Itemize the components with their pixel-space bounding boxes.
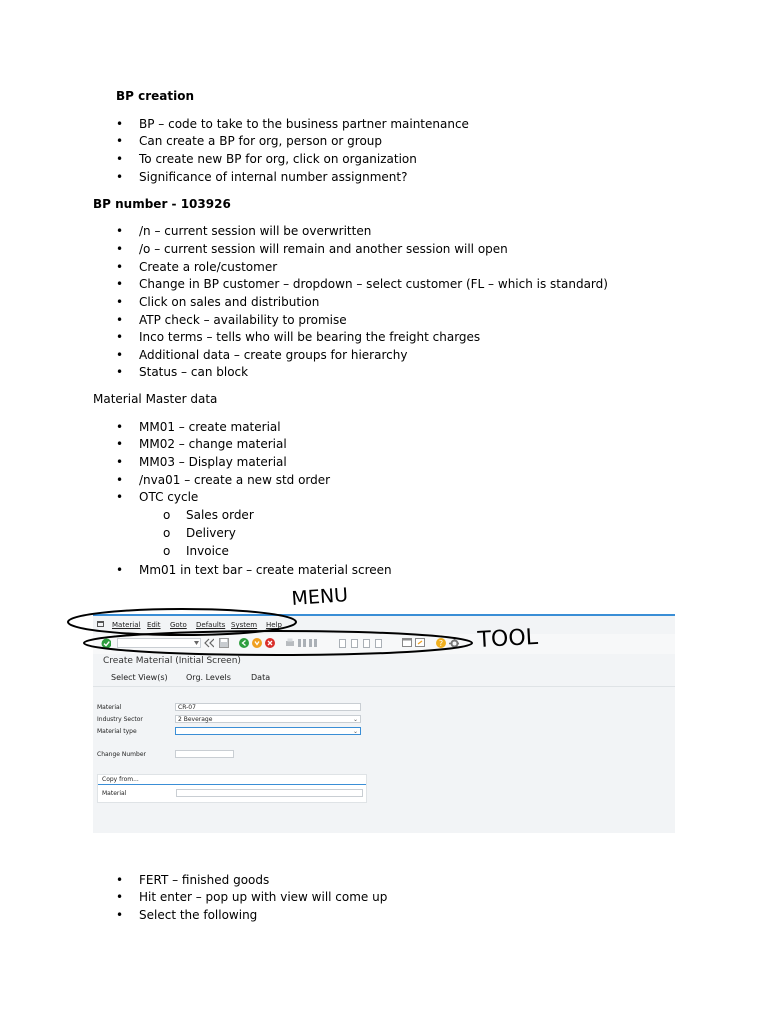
material-type-label: Material type [97,728,137,735]
copy-material-input[interactable] [176,789,363,797]
list-item: ATP check – availability to promise [139,313,347,327]
material-label: Material [97,704,122,711]
bullet-dot: • [116,260,124,274]
list-item: Mm01 in text bar – create material screen [139,563,392,577]
list-item: MM03 – Display material [139,455,287,469]
org-levels-button[interactable]: Org. Levels [186,673,231,682]
menu-item-goto[interactable]: Goto [170,621,187,629]
bullet-dot: • [116,170,124,184]
bullet-dot: • [116,152,124,166]
menu-item-defaults[interactable]: Defaults [196,621,226,629]
change-number-input[interactable] [175,750,234,758]
list-item: Status – can block [139,365,249,379]
copy-from-header [98,775,366,785]
copy-from-group [97,774,367,803]
svg-text:?: ? [438,639,444,648]
material-type-select[interactable] [175,727,361,735]
sub-list-item: Delivery [186,526,236,540]
list-item: MM02 – change material [139,437,287,451]
sub-bullet-marker: o [163,544,171,558]
chevron-down-icon: ⌄ [352,716,358,723]
bullet-dot: • [116,295,124,309]
bullet-dot: • [116,134,124,148]
tool-handwritten-label: TOOL [477,624,539,653]
list-item: FERT – finished goods [139,873,270,887]
list-item: Hit enter – pop up with view will come up [139,890,388,904]
heading-bp-creation: BP creation [116,89,195,103]
list-item: /nva01 – create a new std order [139,473,331,487]
bullet-dot: • [116,330,124,344]
list-item: Significance of internal number assignment? [139,170,408,184]
copy-material-label: Material [102,790,127,797]
bullet-dot: • [116,490,124,504]
list-item: OTC cycle [139,490,199,504]
bullet-dot: • [116,242,124,256]
industry-sector-select[interactable] [175,715,361,723]
heading-bp-number: BP number - 103926 [93,197,231,211]
tool-circle-annotation [84,631,472,655]
bullet-dot: • [116,873,124,887]
list-item: MM01 – create material [139,420,281,434]
bullet-dot: • [116,348,124,362]
industry-sector-value: 2 Beverage [178,716,213,723]
bullet-dot: • [116,277,124,291]
menu-handwritten-label: MENU [290,584,349,610]
list-item: Select the following [139,908,258,922]
list-item: /o – current session will remain and another session will open [139,242,508,256]
material-input[interactable]: CR-07 [175,703,361,711]
list-item: Can create a BP for org, person or group [139,134,383,148]
list-item: Change in BP customer – dropdown – select customer (FL – which is standard) [139,277,608,291]
heading-material-master: Material Master data [93,392,218,406]
select-views-button[interactable]: Select View(s) [111,673,168,682]
bullet-dot: • [116,224,124,238]
bullet-dot: • [116,313,124,327]
list-item: To create new BP for org, click on organization [139,152,417,166]
change-number-label: Change Number [97,751,146,758]
menu-item-material[interactable]: Material [112,621,141,629]
sub-list-item: Invoice [186,544,229,558]
sap-application-toolbar [93,668,675,687]
bullet-dot: • [116,455,124,469]
bullet-dot: • [116,117,124,131]
sub-bullet-marker: o [163,508,171,522]
bullet-dot: • [116,890,124,904]
bullet-dot: • [116,563,124,577]
list-item: Click on sales and distribution [139,295,320,309]
sub-bullet-marker: o [163,526,171,540]
bullet-dot: • [116,420,124,434]
data-button[interactable]: Data [251,673,271,682]
list-item: Create a role/customer [139,260,278,274]
menu-item-system[interactable]: System [231,621,258,629]
list-item: BP – code to take to the business partner maintenance [139,117,469,131]
handwritten-annotations [0,575,768,665]
industry-sector-label: Industry Sector [97,716,143,723]
menu-item-help[interactable]: Help [266,621,282,629]
menu-item-edit[interactable]: Edit [147,621,161,629]
sap-screen-title: Create Material (Initial Screen) [103,656,241,666]
bullet-dot: • [116,473,124,487]
chevron-down-icon: ⌄ [352,728,358,735]
sub-list-item: Sales order [186,508,254,522]
sap-form [93,692,675,833]
list-item: Inco terms – tells who will be bearing the freight charges [139,330,481,344]
bullet-dot: • [116,908,124,922]
list-item: Additional data – create groups for hierarchy [139,348,408,362]
copy-from-label: Copy from... [102,776,139,783]
bullet-dot: • [116,365,124,379]
bullet-dot: • [116,437,124,451]
list-item: /n – current session will be overwritten [139,224,372,238]
